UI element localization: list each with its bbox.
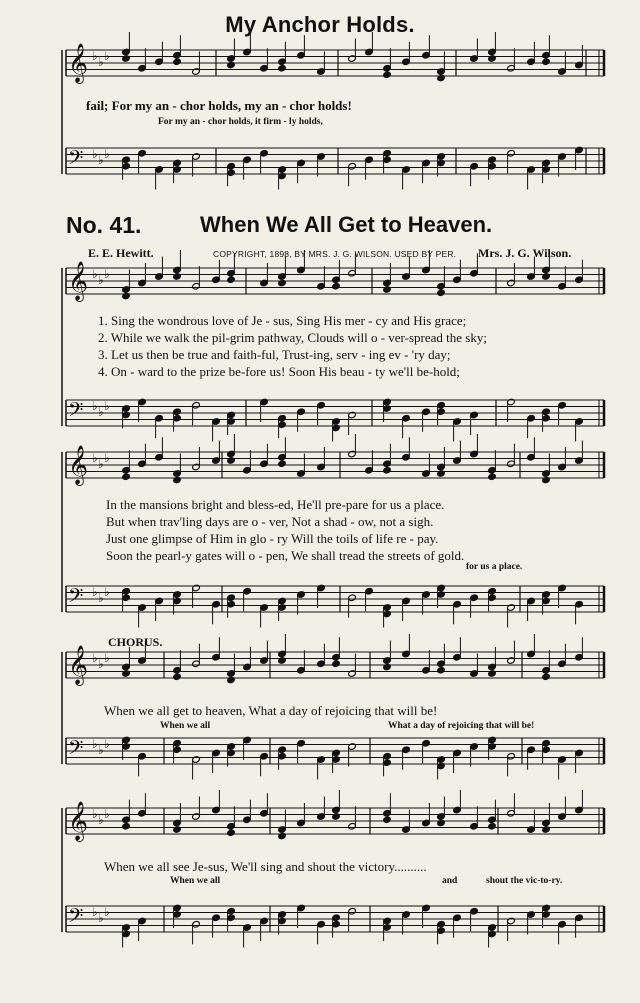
flat-sign: ♭ [92,399,98,413]
hymn-number: No. 41. [66,212,142,238]
note-head [383,816,392,824]
note-head [227,676,236,684]
flat-sign: ♭ [92,807,98,821]
note-head [122,473,131,481]
treble-clef: 𝄞 [68,645,89,685]
hymn-title: When We All Get to Heaven. [200,212,493,237]
flat-sign: ♭ [92,49,98,63]
treble-clef: 𝄞 [68,261,89,301]
flat-sign: ♭ [104,399,110,413]
chorus-line-1: When we all get to heaven, What a day of rejoicing that will be! [104,703,438,718]
verse-4-line-2: Soon the pearl-y gates will o - pen, We shall tread the streets of gold. [106,548,465,563]
note-head [278,460,287,468]
previous-hymn-lyric-alto: For my an - chor holds, it firm - ly holds, [158,117,323,127]
treble-clef: 𝄞 [68,43,89,83]
flat-sign: ♭ [98,457,104,471]
verse-4-line-1: 4. On - ward to the prize be-fore us! Soon His beau - ty we'll be-hold; [98,364,460,379]
note-head [173,673,182,681]
note-head [227,276,236,284]
treble-clef: 𝄞 [68,801,89,841]
chorus-label: CHORUS. [108,635,163,649]
note-head [383,663,392,671]
previous-hymn-title: My Anchor Holds. [225,12,415,37]
note-head [227,457,236,465]
chorus-line-1-echo-b: What a day of rejoicing that will be! [388,721,535,731]
verse-2-line-2: But when trav'ling days are o - ver, Not a shad - ow, not a sigh. [106,514,434,529]
flat-sign: ♭ [92,585,98,599]
note-head [278,279,287,287]
verse-1-line-1: 1. Sing the wondrous love of Je - sus, Sing His mer - cy and His grace; [98,313,467,328]
chorus-line-2-echo-a: When we all [170,876,221,886]
note-head [173,58,182,66]
note-head [122,670,131,678]
flat-sign: ♭ [92,267,98,281]
flat-sign: ♭ [92,451,98,465]
bass-clef: 𝄢 [68,736,84,764]
chorus-line-2-echo-c: shout the vic-to-ry. [486,876,563,886]
verse-3-line-2: Just one glimpse of Him in glo - ry Will the toils of life re - pay. [106,531,439,546]
treble-clef: 𝄞 [68,445,89,485]
verses-block-2 [106,497,464,565]
flat-sign: ♭ [104,585,110,599]
note-head [542,273,551,281]
flat-sign: ♭ [104,807,110,821]
note-head [437,289,446,297]
note-head [488,670,497,678]
flat-sign: ♭ [92,147,98,161]
note-head [278,657,287,665]
note-head [437,74,446,82]
note-head [227,61,236,69]
verse-2-line-1: 2. While we walk the pil-grim pathway, Clouds will o - ver-spread the sky; [98,330,487,345]
bass-clef: 𝄢 [68,398,84,426]
note-head [122,55,131,63]
note-head [332,813,341,821]
note-head [173,273,182,281]
note-head [332,282,341,290]
flat-sign: ♭ [104,49,110,63]
flat-sign: ♭ [92,737,98,751]
flat-sign: ♭ [104,451,110,465]
note-head [437,819,446,827]
note-head [383,466,392,474]
flat-sign: ♭ [98,591,104,605]
flat-sign: ♭ [98,153,104,167]
note-head [542,476,551,484]
note-head [437,666,446,674]
chorus-line-1-echo-a: When we all [160,721,211,731]
flat-sign: ♭ [98,743,104,757]
flat-sign: ♭ [98,813,104,827]
note-head [488,822,497,830]
note-head [173,476,182,484]
note-head [278,832,287,840]
flat-sign: ♭ [98,911,104,925]
chorus-line-2-echo-b: and [442,876,458,886]
note-head [542,58,551,66]
note-head [542,826,551,834]
flat-sign: ♭ [104,267,110,281]
flat-sign: ♭ [104,147,110,161]
bass-clef: 𝄢 [68,146,84,174]
flat-sign: ♭ [104,651,110,665]
verses-block-1 [98,313,487,381]
note-head [542,673,551,681]
note-head [383,71,392,79]
flat-sign: ♭ [92,905,98,919]
bass-clef: 𝄢 [68,584,84,612]
flat-sign: ♭ [104,905,110,919]
flat-sign: ♭ [98,405,104,419]
flat-sign: ♭ [104,737,110,751]
flat-sign: ♭ [98,273,104,287]
previous-hymn-lyric: fail; For my an - chor holds, my an - chor holds! [86,98,352,113]
hymn-author: E. E. Hewitt. [88,246,154,260]
note-head [173,826,182,834]
verse-1-line-2: In the mansions bright and bless-ed, He'll pre-pare for us a place. [106,497,445,512]
note-head [332,660,341,668]
verse-3-line-1: 3. Let us then be true and faith-ful, Trust-ing, serv - ing ev - 'ry day; [98,347,451,362]
note-head [278,64,287,72]
note-head [122,292,131,300]
flat-sign: ♭ [92,651,98,665]
note-head [227,829,236,837]
hymn-copyright: COPYRIGHT, 1898, BY MRS. J. G. WILSON. USED BY PER. [213,249,457,259]
note-head [383,286,392,294]
chorus-line-2: When we all see Je-sus, We'll sing and shout the victory.......... [104,859,427,874]
bass-echo: for us a place. [466,562,523,572]
hymn-composer: Mrs. J. G. Wilson. [478,246,572,260]
flat-sign: ♭ [98,55,104,69]
note-head [437,470,446,478]
bass-clef: 𝄢 [68,904,84,932]
note-head [122,822,131,830]
note-head [488,473,497,481]
note-head [488,55,497,63]
flat-sign: ♭ [98,657,104,671]
